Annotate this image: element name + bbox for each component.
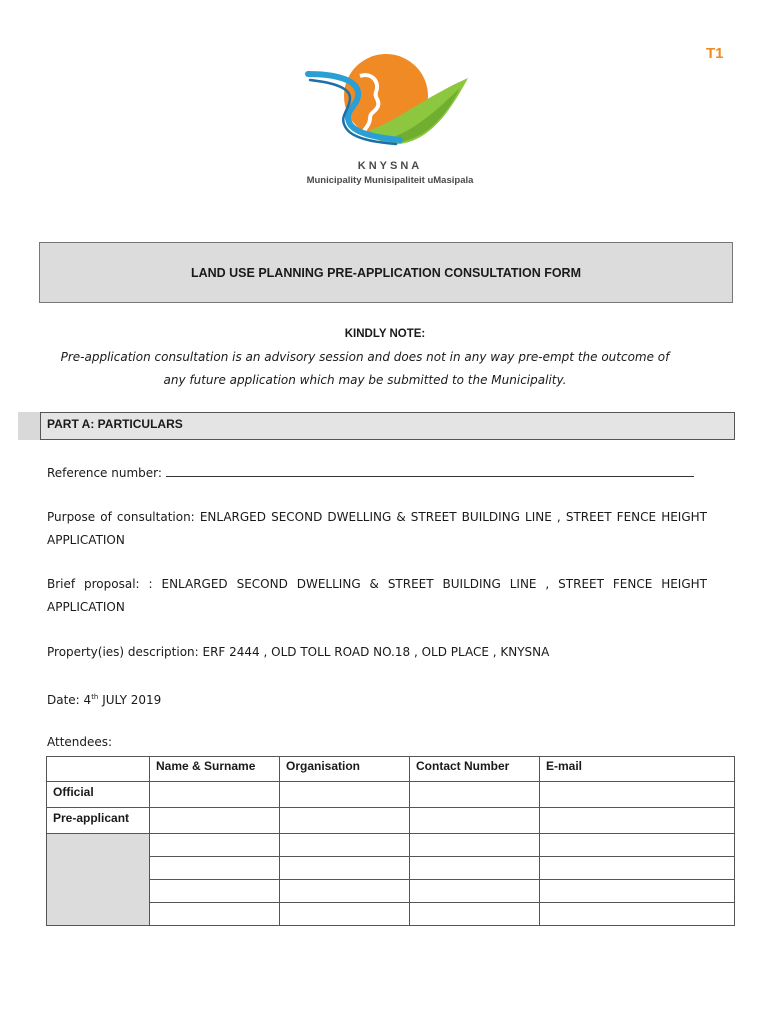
purpose-label: Purpose of consultation: [47,510,200,524]
logo-name: KNYSNA [357,160,423,172]
date-suffix: th [91,693,99,701]
table-cell[interactable] [150,903,280,926]
header-email: E-mail [540,757,735,782]
table-cell[interactable] [410,808,540,834]
reference-input-line[interactable] [166,465,694,477]
table-cell[interactable] [150,880,280,903]
table-row [47,808,735,834]
attendees-table [46,756,735,926]
table-cell[interactable] [280,782,410,808]
table-cell[interactable] [280,834,410,857]
table-row [47,834,735,857]
part-a-heading: PART A: PARTICULARS [40,412,735,440]
proposal-value: ENLARGED SECOND DWELLING & STREET BUILDING LINE , STREET FENCE HEIGHT APPLICATION [47,577,707,614]
note-line-2: any future application which may be submitted to the Municipality. [163,373,567,387]
header-contact: Contact Number [410,757,540,782]
table-cell[interactable] [280,903,410,926]
attendees-label: Attendees: [47,735,113,749]
header-name: Name & Surname [150,757,280,782]
property-value: ERF 2444 , OLD TOLL ROAD NO.18 , OLD PLACE , KNYSNA [202,645,550,659]
table-cell[interactable] [540,903,735,926]
table-cell[interactable] [540,808,735,834]
table-cell[interactable] [150,782,280,808]
reference-label: Reference number: [47,466,166,480]
table-cell[interactable] [410,782,540,808]
table-cell[interactable] [410,834,540,857]
table-cell[interactable] [280,880,410,903]
table-cell[interactable] [540,782,735,808]
table-cell[interactable] [410,880,540,903]
grey-label-cell [47,834,150,926]
date-field [47,686,707,712]
note-heading: KINDLY NOTE: [344,328,426,340]
table-cell[interactable] [150,834,280,857]
row-label-pre-applicant: Pre-applicant [47,808,150,834]
date-rest: JULY 2019 [98,693,162,707]
proposal-label: Brief proposal: : [47,577,162,591]
purpose-value: ENLARGED SECOND DWELLING & STREET BUILDING LINE , STREET FENCE HEIGHT APPLICATION [47,510,707,547]
proposal-field [47,573,707,619]
purpose-field [47,506,707,552]
part-a-band [18,412,40,440]
form-title: LAND USE PLANNING PRE-APPLICATION CONSULTATION FORM [39,242,733,303]
header-organisation: Organisation [280,757,410,782]
date-label: Date: [47,693,84,707]
row-label-official: Official [47,782,150,808]
table-row [47,857,735,880]
property-field [47,641,707,664]
property-label: Property(ies) description: [47,645,203,659]
table-cell[interactable] [280,808,410,834]
table-row [47,782,735,808]
table-cell[interactable] [150,808,280,834]
logo-tagline: Municipality Munisipaliteit uMasipala [306,175,474,186]
reference-field [47,462,707,485]
table-cell[interactable] [150,857,280,880]
note-line-1: Pre-application consultation is an advisory session and does not in any way pre-empt the outcome of [60,350,670,364]
table-cell[interactable] [410,857,540,880]
table-row [47,880,735,903]
header-blank [47,757,150,782]
table-cell[interactable] [540,880,735,903]
table-cell[interactable] [280,857,410,880]
table-cell[interactable] [540,857,735,880]
date-day: 4 [83,693,92,707]
table-row [47,903,735,926]
table-cell[interactable] [540,834,735,857]
table-header-row [47,757,735,782]
page-mark: T1 [706,45,724,62]
table-cell[interactable] [410,903,540,926]
